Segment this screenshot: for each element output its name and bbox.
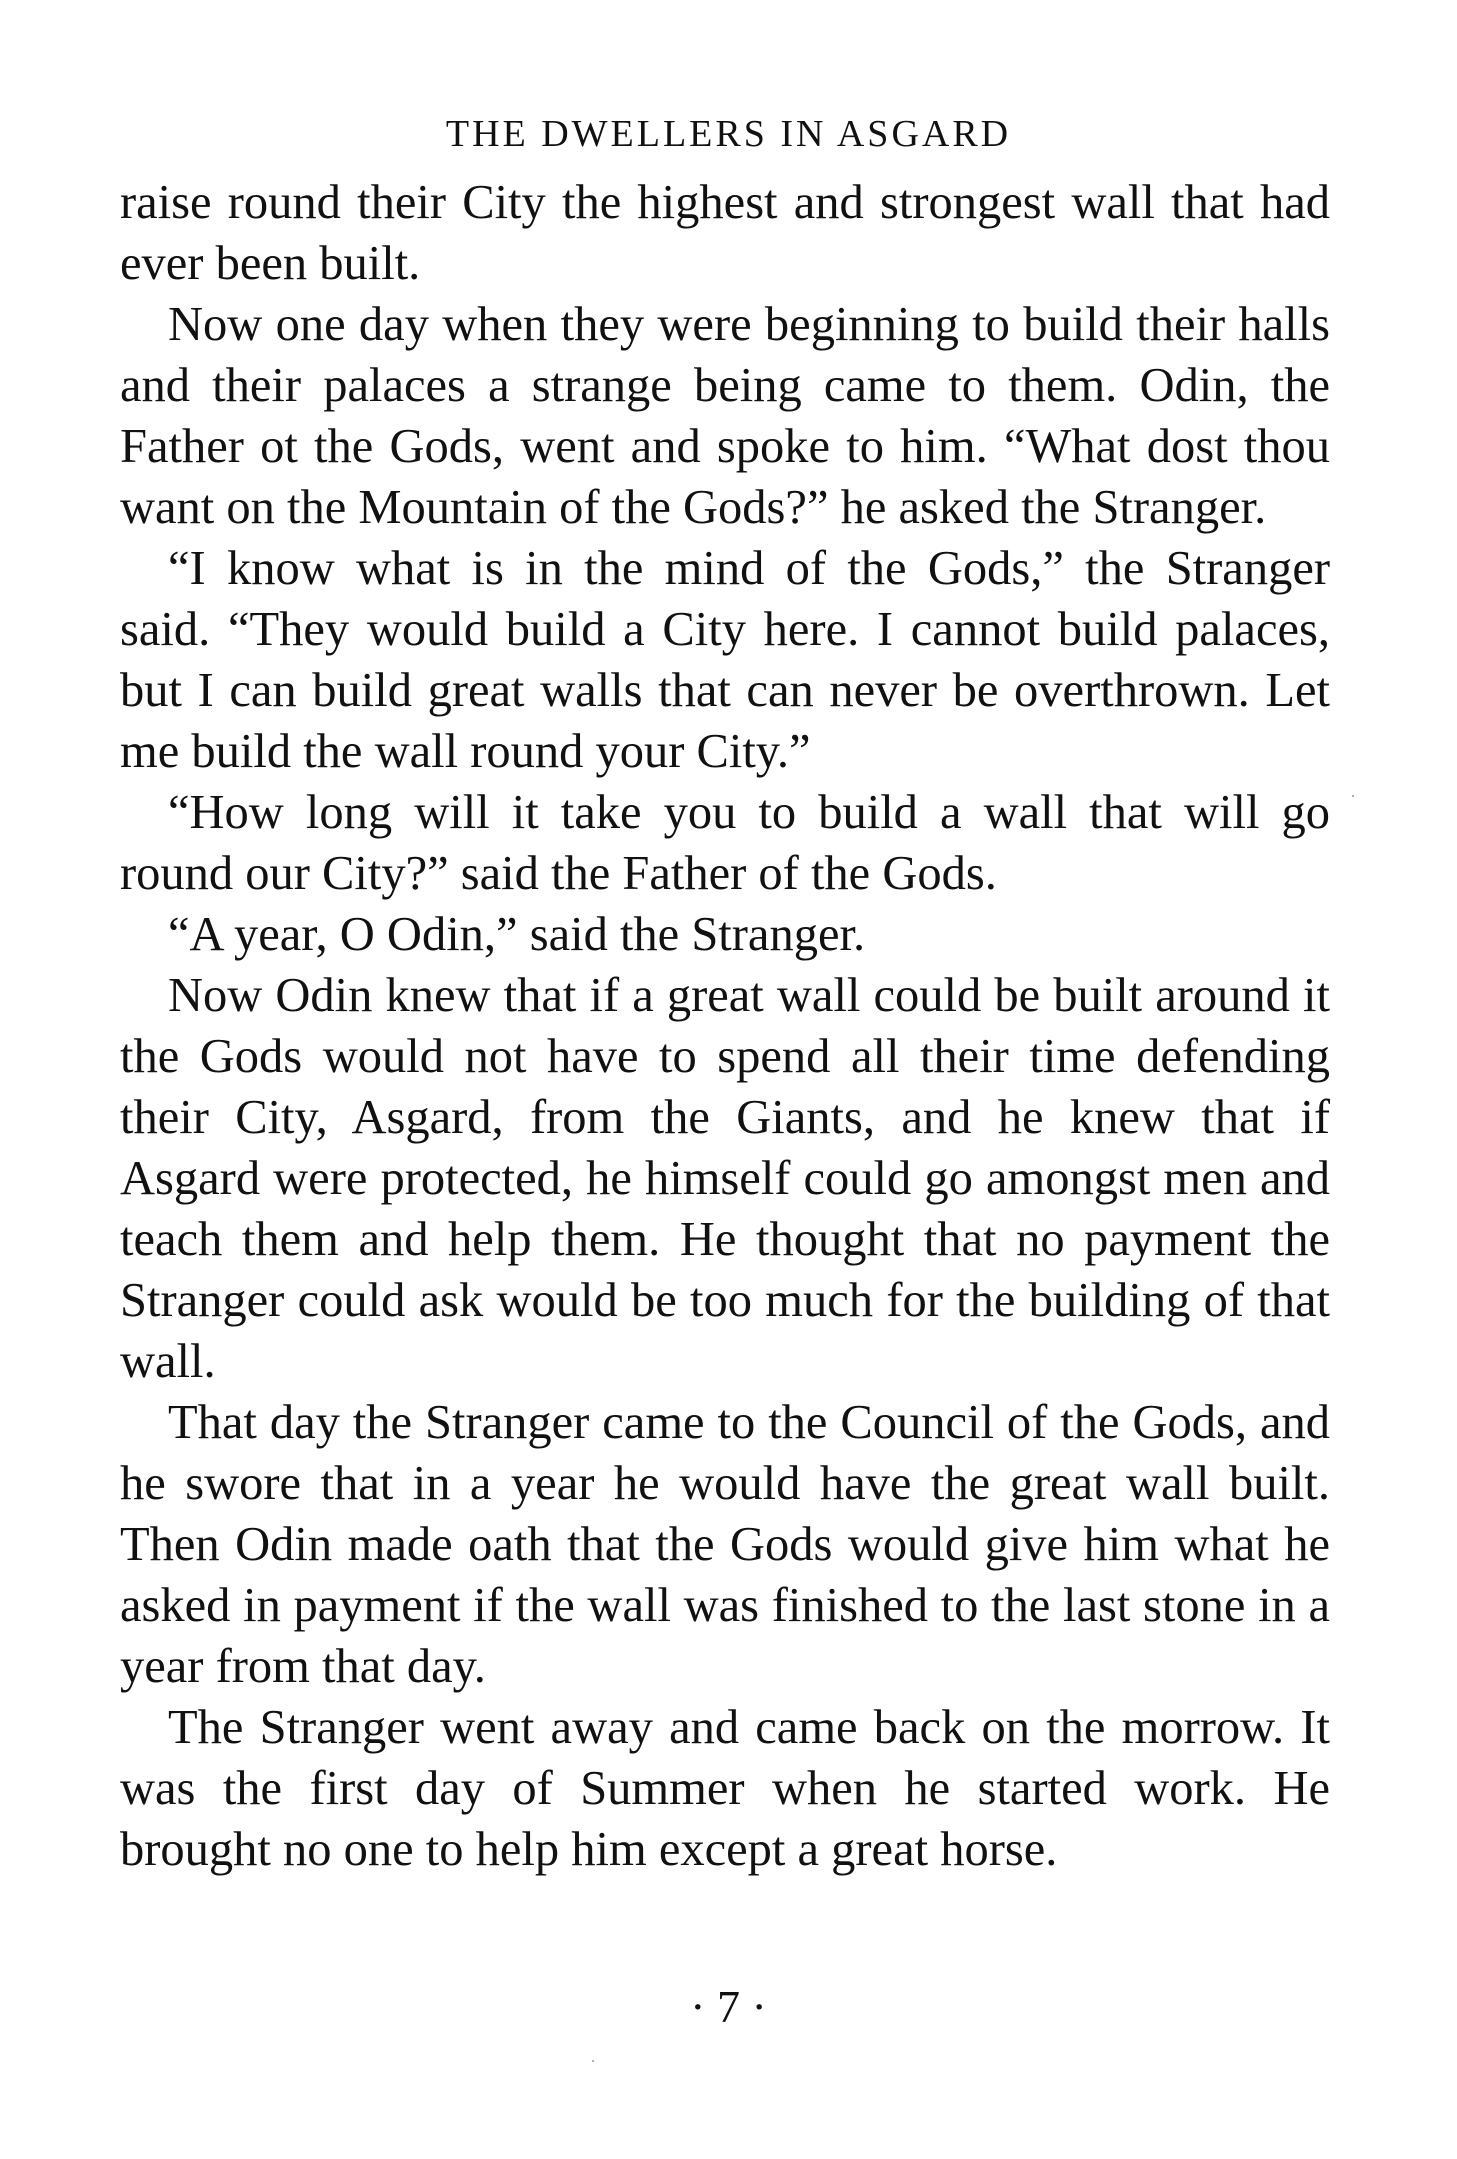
paragraph: Now Odin knew that if a great wall could be built around it the Gods would not have to spend all their time defending their City, Asgard, from the Giants, and he knew that if Asgard were protected, he himself could go amongst men and teach them and help them. He thought that no payment the Stranger could ask would be too much for the building of that wall.: [120, 969, 1330, 1388]
running-head: THE DWELLERS IN ASGARD: [445, 113, 1012, 155]
print-speck: [1352, 795, 1354, 797]
print-speck: [592, 2060, 594, 2062]
paragraph: “How long will it take you to build a wall that will go round our City?” said the Father of the Gods.: [120, 786, 1330, 900]
paragraph: The Stranger went away and came back on the morrow. It was the first day of Summer when he started work. He brought no one to help him except a great horse.: [120, 1701, 1330, 1876]
body-text: [120, 172, 1330, 1880]
paragraph: “A year, O Odin,” said the Stranger.: [168, 908, 866, 961]
paragraph: “I know what is in the mind of the Gods,” the Stranger said. “They would build a City here. I cannot build palaces, but I can build great walls that can never be overthrown. Let me build the wall round your City.”: [120, 542, 1330, 778]
paragraph: raise round their City the highest and strongest wall that had ever been built.: [120, 176, 1330, 290]
page-number: · 7 ·: [690, 1981, 767, 2032]
paragraph: Now one day when they were beginning to build their halls and their palaces a strange being came to them. Odin, the Father ot the Gods, went and spoke to him. “What dost thou want on the Mountain of the Gods?” he asked the Stranger.: [120, 298, 1330, 534]
paragraph: That day the Stranger came to the Council of the Gods, and he swore that in a year he would have the great wall built. Then Odin made oath that the Gods would give him what he asked in payment if the wall was finished to the last stone in a year from that day.: [120, 1396, 1330, 1693]
